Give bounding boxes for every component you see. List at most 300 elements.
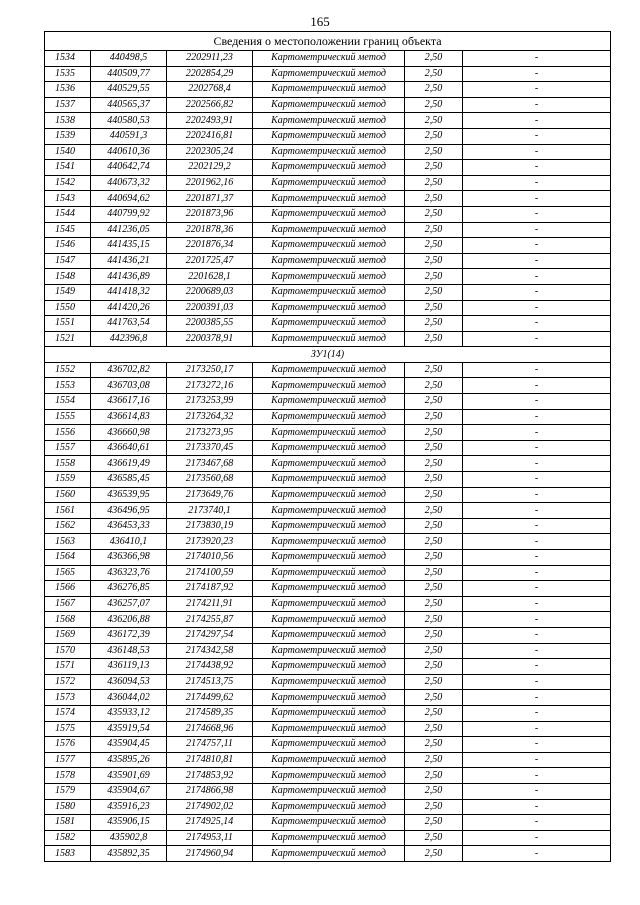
accuracy-cell: 2,50 [405,253,463,269]
accuracy-cell: 2,50 [405,659,463,675]
y-coordinate-cell: 2201628,1 [167,269,253,285]
accuracy-cell: 2,50 [405,550,463,566]
method-cell: Картометрический метод [253,362,405,378]
table-row [45,830,611,846]
point-number-cell: 1581 [45,815,91,831]
y-coordinate-cell: 2173740,1 [167,503,253,519]
x-coordinate-cell: 436617,16 [91,394,167,410]
point-number-cell: 1561 [45,503,91,519]
y-coordinate-cell: 2173264,32 [167,409,253,425]
point-number-cell: 1575 [45,721,91,737]
table-row [45,316,611,332]
point-number-cell: 1567 [45,596,91,612]
x-coordinate-cell: 436640,61 [91,440,167,456]
x-coordinate-cell: 436660,98 [91,425,167,441]
method-cell: Картометрический метод [253,565,405,581]
x-coordinate-cell: 435919,54 [91,721,167,737]
description-cell: - [463,409,611,425]
description-cell: - [463,721,611,737]
method-cell: Картометрический метод [253,284,405,300]
method-cell: Картометрический метод [253,128,405,144]
table-row [45,534,611,550]
accuracy-cell: 2,50 [405,846,463,862]
description-cell: - [463,643,611,659]
point-number-cell: 1579 [45,783,91,799]
point-number-cell: 1557 [45,440,91,456]
method-cell: Картометрический метод [253,66,405,82]
method-cell: Картометрический метод [253,659,405,675]
accuracy-cell: 2,50 [405,596,463,612]
x-coordinate-cell: 441435,15 [91,238,167,254]
y-coordinate-cell: 2173250,17 [167,362,253,378]
point-number-cell: 1558 [45,456,91,472]
description-cell: - [463,160,611,176]
accuracy-cell: 2,50 [405,799,463,815]
table-row [45,425,611,441]
x-coordinate-cell: 440610,36 [91,144,167,160]
description-cell: - [463,394,611,410]
x-coordinate-cell: 436366,98 [91,550,167,566]
x-coordinate-cell: 436044,02 [91,690,167,706]
point-number-cell: 1570 [45,643,91,659]
y-coordinate-cell: 2174810,81 [167,752,253,768]
point-number-cell: 1543 [45,191,91,207]
point-number-cell: 1559 [45,472,91,488]
x-coordinate-cell: 441763,54 [91,316,167,332]
accuracy-cell: 2,50 [405,783,463,799]
description-cell: - [463,674,611,690]
table-row [45,440,611,456]
method-cell: Картометрический метод [253,97,405,113]
x-coordinate-cell: 440580,53 [91,113,167,129]
y-coordinate-cell: 2201876,34 [167,238,253,254]
description-cell: - [463,206,611,222]
point-number-cell: 1521 [45,331,91,347]
table-row [45,565,611,581]
table-row [45,160,611,176]
method-cell: Картометрический метод [253,503,405,519]
table-row [45,362,611,378]
x-coordinate-cell: 440642,74 [91,160,167,176]
x-coordinate-cell: 442396,8 [91,331,167,347]
accuracy-cell: 2,50 [405,206,463,222]
y-coordinate-cell: 2200385,55 [167,316,253,332]
x-coordinate-cell: 435902,8 [91,830,167,846]
description-cell: - [463,487,611,503]
method-cell: Картометрический метод [253,191,405,207]
y-coordinate-cell: 2201871,37 [167,191,253,207]
method-cell: Картометрический метод [253,768,405,784]
table-title-row [45,32,611,51]
table-row [45,113,611,129]
point-number-cell: 1577 [45,752,91,768]
x-coordinate-cell: 440673,32 [91,175,167,191]
method-cell: Картометрический метод [253,456,405,472]
table-body [45,32,611,862]
method-cell: Картометрический метод [253,175,405,191]
x-coordinate-cell: 435916,23 [91,799,167,815]
description-cell: - [463,596,611,612]
table-row [45,783,611,799]
table-row [45,705,611,721]
accuracy-cell: 2,50 [405,362,463,378]
accuracy-cell: 2,50 [405,752,463,768]
table-row [45,238,611,254]
accuracy-cell: 2,50 [405,565,463,581]
accuracy-cell: 2,50 [405,768,463,784]
description-cell: - [463,752,611,768]
accuracy-cell: 2,50 [405,66,463,82]
point-number-cell: 1560 [45,487,91,503]
accuracy-cell: 2,50 [405,160,463,176]
x-coordinate-cell: 441420,26 [91,300,167,316]
accuracy-cell: 2,50 [405,128,463,144]
description-cell: - [463,362,611,378]
accuracy-cell: 2,50 [405,113,463,129]
table-row [45,191,611,207]
y-coordinate-cell: 2174668,96 [167,721,253,737]
description-cell: - [463,612,611,628]
accuracy-cell: 2,50 [405,534,463,550]
table-row [45,253,611,269]
description-cell: - [463,269,611,285]
point-number-cell: 1546 [45,238,91,254]
method-cell: Картометрический метод [253,440,405,456]
point-number-cell: 1535 [45,66,91,82]
y-coordinate-cell: 2174953,11 [167,830,253,846]
point-number-cell: 1564 [45,550,91,566]
table-row [45,503,611,519]
method-cell: Картометрический метод [253,113,405,129]
method-cell: Картометрический метод [253,627,405,643]
y-coordinate-cell: 2173830,19 [167,518,253,534]
description-cell: - [463,503,611,519]
x-coordinate-cell: 441436,89 [91,269,167,285]
accuracy-cell: 2,50 [405,456,463,472]
table-row [45,97,611,113]
description-cell: - [463,82,611,98]
table-row [45,300,611,316]
point-number-cell: 1538 [45,113,91,129]
description-cell: - [463,113,611,129]
point-number-cell: 1565 [45,565,91,581]
x-coordinate-cell: 436323,76 [91,565,167,581]
accuracy-cell: 2,50 [405,300,463,316]
description-cell: - [463,846,611,862]
point-number-cell: 1552 [45,362,91,378]
table-row [45,674,611,690]
point-number-cell: 1540 [45,144,91,160]
point-number-cell: 1534 [45,51,91,67]
method-cell: Картометрический метод [253,830,405,846]
table-row [45,690,611,706]
table-row [45,752,611,768]
method-cell: Картометрический метод [253,378,405,394]
x-coordinate-cell: 435906,15 [91,815,167,831]
description-cell: - [463,456,611,472]
accuracy-cell: 2,50 [405,440,463,456]
table-row [45,66,611,82]
method-cell: Картометрический метод [253,674,405,690]
y-coordinate-cell: 2174589,35 [167,705,253,721]
y-coordinate-cell: 2173273,95 [167,425,253,441]
method-cell: Картометрический метод [253,425,405,441]
table-row [45,627,611,643]
y-coordinate-cell: 2173649,76 [167,487,253,503]
point-number-cell: 1551 [45,316,91,332]
accuracy-cell: 2,50 [405,284,463,300]
point-number-cell: 1578 [45,768,91,784]
accuracy-cell: 2,50 [405,815,463,831]
table-row [45,768,611,784]
table-row [45,378,611,394]
y-coordinate-cell: 2174255,87 [167,612,253,628]
section-header-row [45,347,611,363]
table-row [45,409,611,425]
method-cell: Картометрический метод [253,331,405,347]
description-cell: - [463,799,611,815]
x-coordinate-cell: 440799,92 [91,206,167,222]
table-row [45,394,611,410]
section-label: ЗУ1(14) [45,347,611,363]
x-coordinate-cell: 436172,39 [91,627,167,643]
method-cell: Картометрический метод [253,534,405,550]
description-cell: - [463,768,611,784]
method-cell: Картометрический метод [253,518,405,534]
x-coordinate-cell: 435904,67 [91,783,167,799]
method-cell: Картометрический метод [253,612,405,628]
y-coordinate-cell: 2200378,91 [167,331,253,347]
x-coordinate-cell: 436496,95 [91,503,167,519]
y-coordinate-cell: 2202416,81 [167,128,253,144]
table-row [45,596,611,612]
y-coordinate-cell: 2201962,16 [167,175,253,191]
y-coordinate-cell: 2202129,2 [167,160,253,176]
accuracy-cell: 2,50 [405,674,463,690]
x-coordinate-cell: 440529,55 [91,82,167,98]
accuracy-cell: 2,50 [405,425,463,441]
y-coordinate-cell: 2200689,03 [167,284,253,300]
accuracy-cell: 2,50 [405,581,463,597]
method-cell: Картометрический метод [253,253,405,269]
method-cell: Картометрический метод [253,409,405,425]
y-coordinate-cell: 2201873,96 [167,206,253,222]
y-coordinate-cell: 2174960,94 [167,846,253,862]
description-cell: - [463,472,611,488]
description-cell: - [463,565,611,581]
accuracy-cell: 2,50 [405,690,463,706]
method-cell: Картометрический метод [253,269,405,285]
description-cell: - [463,378,611,394]
table-row [45,222,611,238]
x-coordinate-cell: 436703,08 [91,378,167,394]
table-row [45,846,611,862]
y-coordinate-cell: 2173272,16 [167,378,253,394]
description-cell: - [463,175,611,191]
accuracy-cell: 2,50 [405,222,463,238]
method-cell: Картометрический метод [253,846,405,862]
method-cell: Картометрический метод [253,222,405,238]
table-row [45,175,611,191]
point-number-cell: 1542 [45,175,91,191]
y-coordinate-cell: 2174187,92 [167,581,253,597]
x-coordinate-cell: 436206,88 [91,612,167,628]
point-number-cell: 1539 [45,128,91,144]
point-number-cell: 1576 [45,737,91,753]
y-coordinate-cell: 2174211,91 [167,596,253,612]
description-cell: - [463,191,611,207]
point-number-cell: 1582 [45,830,91,846]
description-cell: - [463,518,611,534]
table-row [45,550,611,566]
x-coordinate-cell: 435895,26 [91,752,167,768]
point-number-cell: 1580 [45,799,91,815]
accuracy-cell: 2,50 [405,316,463,332]
method-cell: Картометрический метод [253,721,405,737]
method-cell: Картометрический метод [253,783,405,799]
y-coordinate-cell: 2173467,68 [167,456,253,472]
table-row [45,284,611,300]
description-cell: - [463,284,611,300]
point-number-cell: 1536 [45,82,91,98]
table-row [45,643,611,659]
y-coordinate-cell: 2174297,54 [167,627,253,643]
table-row [45,82,611,98]
point-number-cell: 1583 [45,846,91,862]
accuracy-cell: 2,50 [405,627,463,643]
method-cell: Картометрический метод [253,51,405,67]
x-coordinate-cell: 440591,3 [91,128,167,144]
x-coordinate-cell: 436410,1 [91,534,167,550]
point-number-cell: 1555 [45,409,91,425]
description-cell: - [463,253,611,269]
y-coordinate-cell: 2174100,59 [167,565,253,581]
description-cell: - [463,238,611,254]
y-coordinate-cell: 2202493,91 [167,113,253,129]
table-row [45,487,611,503]
x-coordinate-cell: 436094,53 [91,674,167,690]
x-coordinate-cell: 435904,45 [91,737,167,753]
point-number-cell: 1562 [45,518,91,534]
point-number-cell: 1544 [45,206,91,222]
point-number-cell: 1541 [45,160,91,176]
description-cell: - [463,331,611,347]
y-coordinate-cell: 2173253,99 [167,394,253,410]
method-cell: Картометрический метод [253,144,405,160]
accuracy-cell: 2,50 [405,487,463,503]
method-cell: Картометрический метод [253,472,405,488]
accuracy-cell: 2,50 [405,612,463,628]
table-title: Сведения о местоположении границ объекта [45,32,611,51]
table-row [45,721,611,737]
method-cell: Картометрический метод [253,752,405,768]
accuracy-cell: 2,50 [405,269,463,285]
table-row [45,612,611,628]
method-cell: Картометрический метод [253,487,405,503]
method-cell: Картометрический метод [253,737,405,753]
table-row [45,51,611,67]
table-row [45,659,611,675]
point-number-cell: 1553 [45,378,91,394]
y-coordinate-cell: 2201878,36 [167,222,253,238]
method-cell: Картометрический метод [253,160,405,176]
accuracy-cell: 2,50 [405,51,463,67]
y-coordinate-cell: 2174342,58 [167,643,253,659]
description-cell: - [463,737,611,753]
x-coordinate-cell: 436702,82 [91,362,167,378]
accuracy-cell: 2,50 [405,643,463,659]
point-number-cell: 1569 [45,627,91,643]
accuracy-cell: 2,50 [405,721,463,737]
y-coordinate-cell: 2202305,24 [167,144,253,160]
point-number-cell: 1537 [45,97,91,113]
table-row [45,737,611,753]
y-coordinate-cell: 2202854,29 [167,66,253,82]
x-coordinate-cell: 436453,33 [91,518,167,534]
table-row [45,815,611,831]
table-row [45,144,611,160]
x-coordinate-cell: 440694,62 [91,191,167,207]
y-coordinate-cell: 2173920,23 [167,534,253,550]
x-coordinate-cell: 441418,32 [91,284,167,300]
method-cell: Картометрический метод [253,799,405,815]
point-number-cell: 1574 [45,705,91,721]
accuracy-cell: 2,50 [405,82,463,98]
x-coordinate-cell: 436119,13 [91,659,167,675]
accuracy-cell: 2,50 [405,518,463,534]
table-row [45,472,611,488]
description-cell: - [463,815,611,831]
y-coordinate-cell: 2174925,14 [167,815,253,831]
accuracy-cell: 2,50 [405,238,463,254]
point-number-cell: 1549 [45,284,91,300]
y-coordinate-cell: 2174902,02 [167,799,253,815]
description-cell: - [463,659,611,675]
x-coordinate-cell: 436619,49 [91,456,167,472]
accuracy-cell: 2,50 [405,472,463,488]
accuracy-cell: 2,50 [405,394,463,410]
accuracy-cell: 2,50 [405,331,463,347]
x-coordinate-cell: 436614,83 [91,409,167,425]
point-number-cell: 1568 [45,612,91,628]
method-cell: Картометрический метод [253,596,405,612]
x-coordinate-cell: 435933,12 [91,705,167,721]
accuracy-cell: 2,50 [405,378,463,394]
point-number-cell: 1554 [45,394,91,410]
method-cell: Картометрический метод [253,815,405,831]
y-coordinate-cell: 2174010,56 [167,550,253,566]
point-number-cell: 1572 [45,674,91,690]
y-coordinate-cell: 2174866,98 [167,783,253,799]
x-coordinate-cell: 436276,85 [91,581,167,597]
table-row [45,518,611,534]
point-number-cell: 1573 [45,690,91,706]
x-coordinate-cell: 440498,5 [91,51,167,67]
method-cell: Картометрический метод [253,206,405,222]
point-number-cell: 1547 [45,253,91,269]
accuracy-cell: 2,50 [405,737,463,753]
description-cell: - [463,581,611,597]
accuracy-cell: 2,50 [405,705,463,721]
description-cell: - [463,66,611,82]
description-cell: - [463,144,611,160]
method-cell: Картометрический метод [253,238,405,254]
y-coordinate-cell: 2173560,68 [167,472,253,488]
accuracy-cell: 2,50 [405,97,463,113]
method-cell: Картометрический метод [253,643,405,659]
description-cell: - [463,222,611,238]
description-cell: - [463,128,611,144]
